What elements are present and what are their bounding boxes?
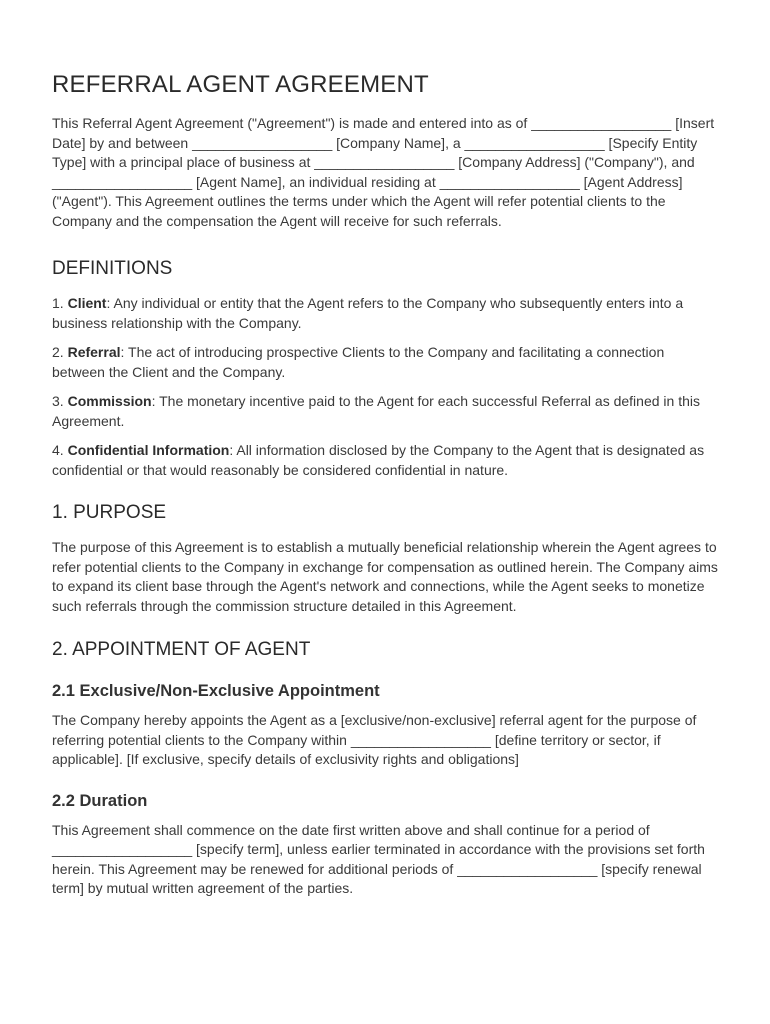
definition-item-referral <box>52 343 718 382</box>
definition-text: : The act of introducing prospective Clients to the Company and facilitating a connection between the Client and the Company. <box>52 344 665 380</box>
definition-number: 2. <box>52 344 68 360</box>
definitions-heading: DEFINITIONS <box>52 258 173 279</box>
document-page <box>52 70 718 899</box>
document-title: REFERRAL AGENT AGREEMENT <box>52 71 429 98</box>
purpose-heading: 1. PURPOSE <box>52 502 167 523</box>
definition-term: Commission <box>67 393 152 409</box>
definition-number: 4. <box>52 442 68 458</box>
exclusive-appointment-paragraph: The Company hereby appoints the Agent as a [exclusive/non-exclusive] referral agent for the purpose of referring potential clients to the Company within __________________ [define territory or sector, if applicable]. [If exclusive, specify details of exclusivity rights and obligations] <box>52 712 697 767</box>
definition-text: : Any individual or entity that the Agent refers to the Company who subsequently enters into a business relationship with the Company. <box>52 295 684 331</box>
duration-heading: 2.2 Duration <box>52 791 148 810</box>
appointment-heading: 2. APPOINTMENT OF AGENT <box>52 639 311 660</box>
purpose-paragraph: The purpose of this Agreement is to establish a mutually beneficial relationship wherein the Agent agrees to refer potential clients to the Company in exchange for compensation as outlined herein. The Company aims to expand its client base through the Agent's network and connections, while the Agent seeks to monetize such referrals through the commission structure detailed in this Agreement. <box>52 539 718 614</box>
definition-text: : The monetary incentive paid to the Agent for each successful Referral as defined in this Agreement. <box>52 393 700 429</box>
definition-term: Referral <box>67 344 121 360</box>
exclusive-appointment-heading: 2.1 Exclusive/Non-Exclusive Appointment <box>52 682 380 700</box>
definition-item-client <box>52 294 718 333</box>
definition-term: Confidential Information <box>67 442 230 458</box>
definition-number: 1. <box>52 295 68 311</box>
duration-paragraph: This Agreement shall commence on the date first written above and shall continue for a period of __________________ [specify term], unless earlier terminated in accordance with the provisions set forth herein. This Agreement may be renewed for additional periods of __________________ [specify renewal term] by mutual written agreement of the parties. <box>52 821 705 896</box>
definition-item-commission <box>52 392 718 431</box>
definition-item-confidential-information <box>52 441 718 480</box>
definition-term: Client <box>67 295 107 311</box>
definition-text: : All information disclosed by the Company to the Agent that is designated as confidential or that would reasonably be considered confidential in nature. <box>52 442 705 478</box>
definition-number: 3. <box>52 393 68 409</box>
definitions-list <box>52 294 718 480</box>
intro-paragraph: This Referral Agent Agreement ("Agreement") is made and entered into as of __________________ [Insert Date] by and between __________________ [Company Name], a __________________ [Specify Entity Type] with a principal place of business at __________________ [Company Address] ("Company"), and __________________ [Agent Name], an individual residing at __________________ [Agent Address] ("Agent"). This Agreement outlines the terms under which the Agent will refer potential clients to the Company and the compensation the Agent will receive for such referrals. <box>52 115 715 229</box>
